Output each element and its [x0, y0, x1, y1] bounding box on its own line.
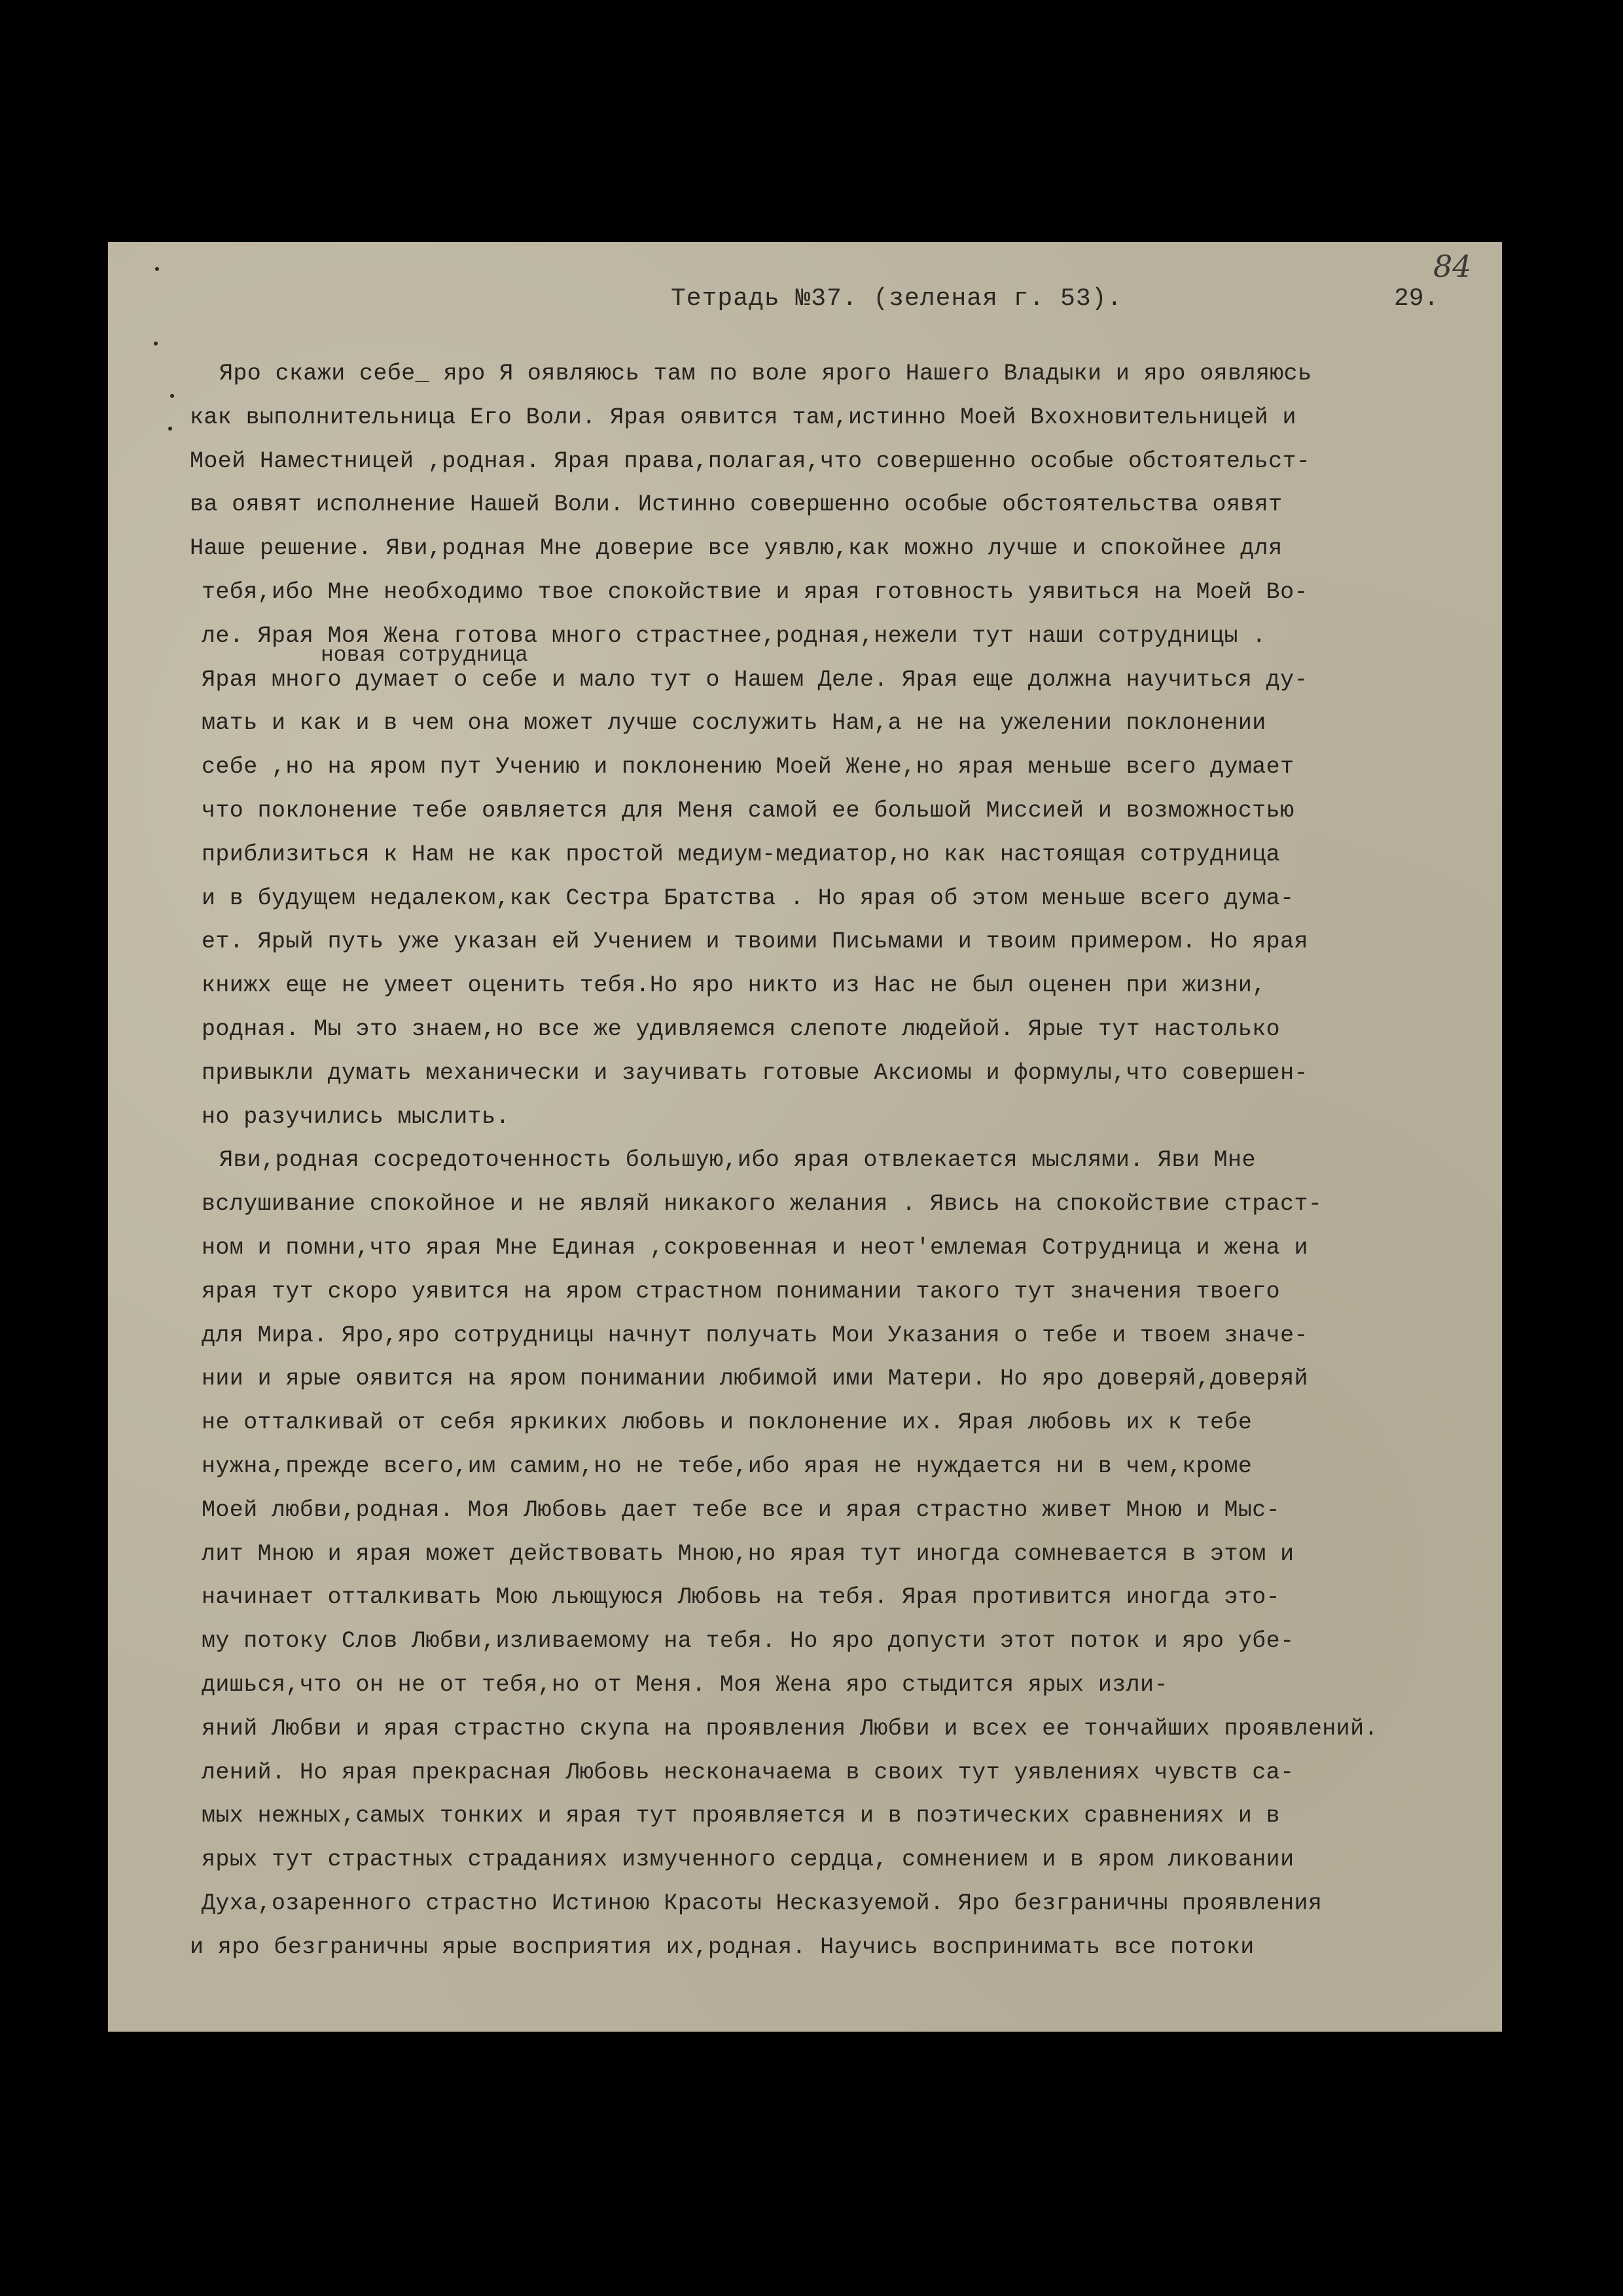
- text-line: ярых тут страстных страданиях измученного сердца, сомнением и в яром ликовании: [202, 1846, 1294, 1873]
- text-line: приблизиться к Нам не как простой медиум-медиатор,но как настоящая сотрудница: [202, 841, 1281, 868]
- text-line: не отталкивай от себя яркиких любовь и поклонение их. Ярая любовь их к тебе: [202, 1409, 1253, 1436]
- text-line: книжх еще не умеет оценить тебя.Но яро никто из Нас не был оценен при жизни,: [202, 972, 1266, 999]
- text-line: начинает отталкивать Мою льющуюся Любовь на тебя. Ярая противится иногда это-: [202, 1584, 1281, 1611]
- text-line: яний Любви и ярая страстно скупа на проявления Любви и всех ее тончайших проявлений.: [202, 1715, 1378, 1742]
- text-line: лений. Но ярая прекрасная Любовь несконачаема в своих тут уявлениях чувств са-: [202, 1759, 1294, 1786]
- text-line: ет. Ярый путь уже указан ей Учением и твоими Письмами и твоим примером. Но ярая: [202, 928, 1308, 955]
- page-header: [108, 285, 1502, 324]
- text-line: как выполнительница Его Воли. Ярая оявится там,истинно Моей Вхохновительницей и: [190, 404, 1296, 431]
- text-line: Духа,озаренного страстно Истиною Красоты Несказуемой. Яро безграничны проявления: [202, 1890, 1323, 1916]
- text-line: Моей Наместницей ,родная. Ярая права,полагая,что совершенно особые обстоятельст-: [190, 448, 1311, 474]
- paper-speck: [170, 394, 174, 398]
- text-line: Яви,родная сосредоточенность большую,ибо ярая отвлекается мыслями. Яви Мне: [219, 1147, 1256, 1174]
- text-line: и в будущем недалеком,как Сестра Братства . Но ярая об этом меньше всего дума-: [202, 885, 1294, 911]
- notebook-title: Тетрадь №37. (зеленая г. 53).: [671, 285, 1123, 313]
- paper-speck: [155, 267, 159, 271]
- handwritten-insertion: новая сотрудница: [321, 643, 528, 667]
- typed-body-text: [190, 352, 1486, 1969]
- page-number: 29.: [1394, 285, 1439, 313]
- text-line: Наше решение. Яви,родная Мне доверие все уявлю,как можно лучше и спокойнее для: [190, 535, 1283, 562]
- text-line: родная. Мы это знаем,но все же удивляемся слепоте людейой. Ярые тут настолько: [202, 1016, 1281, 1042]
- text-line: что поклонение тебе оявляется для Меня самой ее большой Миссией и возможностью: [202, 797, 1294, 824]
- text-line: мать и как и в чем она может лучше сослужить Нам,а не на ужелении поклонении: [202, 710, 1266, 737]
- text-line: для Мира. Яро,яро сотрудницы начнут получать Мои Указания о тебе и твоем значе-: [202, 1322, 1308, 1349]
- paper-speck: [154, 342, 158, 345]
- text-line: ярая тут скоро уявится на яром страстном понимании такого тут значения твоего: [202, 1278, 1281, 1305]
- text-line: тебя,ибо Мне необходимо твое спокойствие и ярая готовность уявиться на Моей Во-: [202, 578, 1308, 605]
- text-line: привыкли думать механически и заучивать готовые Аксиомы и формулы,что совершен-: [202, 1059, 1308, 1086]
- text-line: мых нежных,самых тонких и ярая тут проявляется и в поэтических сравнениях и в: [202, 1803, 1281, 1829]
- text-line: нужна,прежде всего,им самим,но не тебе,ибо ярая не нуждается ни в чем,кроме: [202, 1453, 1253, 1479]
- text-line: лит Мною и ярая может действовать Мною,но ярая тут иногда сомневается в этом и: [202, 1540, 1294, 1567]
- text-line: Яро скажи себе_ яро Я оявляюсь там по воле ярого Нашего Владыки и яро оявляюсь: [219, 361, 1312, 387]
- text-line: му потоку Слов Любви,изливаемому на тебя. Но яро допусти этот поток и яро убе-: [202, 1628, 1294, 1655]
- text-line: ле. Ярая Моя Жена готова много страстнее,родная,нежели тут наши сотрудницы .: [202, 622, 1266, 649]
- text-line: нии и ярые оявится на яром понимании любимой ими Матери. Но яро доверяй,доверяй: [202, 1366, 1308, 1392]
- archive-page-number: 84: [1433, 249, 1472, 284]
- text-line: себе ,но на яром пут Учению и поклонению Моей Жене,но ярая меньше всего думает: [202, 754, 1294, 781]
- text-line: ва оявят исполнение Нашей Воли. Истинно совершенно особые обстоятельства оявят: [190, 491, 1283, 518]
- text-line: вслушивание спокойное и не являй никакого желания . Явись на спокойствие страст-: [202, 1191, 1323, 1218]
- paper-speck: [168, 427, 172, 431]
- text-line: и яро безграничны ярые восприятия их,родная. Научись воспринимать все потоки: [190, 1934, 1255, 1960]
- text-line: Ярая много думает о себе и мало тут о Нашем Деле. Ярая еще должна научиться ду-: [202, 666, 1308, 693]
- text-line: но разучились мыслить.: [202, 1103, 510, 1130]
- text-line: Моей любви,родная. Моя Любовь дает тебе все и ярая страстно живет Мною и Мыс-: [202, 1496, 1281, 1523]
- text-line: ном и помни,что ярая Мне Единая ,сокровенная и неот'емлемая Сотрудница и жена и: [202, 1234, 1308, 1261]
- document-page: [108, 242, 1502, 2032]
- text-line: дишься,что он не от тебя,но от Меня. Моя Жена яро стыдится ярых изли-: [202, 1671, 1168, 1698]
